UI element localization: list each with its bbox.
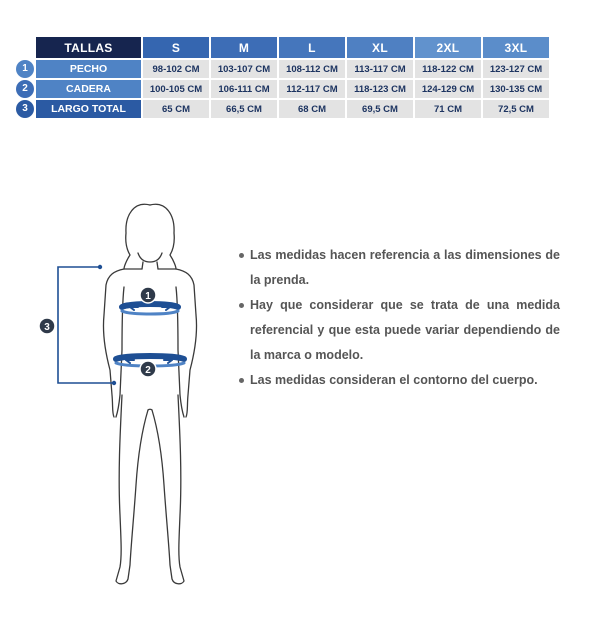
marker-1-badge xyxy=(140,287,156,303)
tallas-header: TALLAS xyxy=(36,37,141,58)
table-cell: 68 CM xyxy=(279,100,345,118)
size-header-l: L xyxy=(279,37,345,58)
svg-text:2: 2 xyxy=(145,365,151,376)
row-number-badge: 3 xyxy=(16,100,34,118)
size-header-3xl: 3XL xyxy=(483,37,549,58)
table-cell: 124-129 CM xyxy=(415,80,481,98)
row-number-badge: 2 xyxy=(16,80,34,98)
row-label-pecho xyxy=(22,60,141,78)
body-measurement-figure xyxy=(30,195,240,595)
table-row xyxy=(36,100,549,118)
measurement-notes xyxy=(238,243,560,393)
table-cell: 66,5 CM xyxy=(211,100,277,118)
size-header-row xyxy=(36,37,549,58)
size-chart-table xyxy=(22,35,551,120)
body-outline xyxy=(103,204,196,583)
size-header-s: S xyxy=(143,37,209,58)
table-cell: 108-112 CM xyxy=(279,60,345,78)
table-row xyxy=(36,80,549,98)
table-cell: 130-135 CM xyxy=(483,80,549,98)
table-cell: 72,5 CM xyxy=(483,100,549,118)
note-item: Las medidas consideran el contorno del cuerpo. xyxy=(238,368,560,393)
table-cell: 71 CM xyxy=(415,100,481,118)
table-cell: 103-107 CM xyxy=(211,60,277,78)
table-cell: 118-123 CM xyxy=(347,80,413,98)
table-cell: 69,5 CM xyxy=(347,100,413,118)
note-item: Hay que considerar que se trata de una medida referencial y que esta puede variar dependiendo de la marca o modelo. xyxy=(238,293,560,368)
table-cell: 106-111 CM xyxy=(211,80,277,98)
table-cell: 65 CM xyxy=(143,100,209,118)
table-cell: 118-122 CM xyxy=(415,60,481,78)
row-number-badge: 1 xyxy=(16,60,34,78)
table-cell: 123-127 CM xyxy=(483,60,549,78)
table-cell: 98-102 CM xyxy=(143,60,209,78)
row-label-text: LARGO TOTAL xyxy=(51,103,126,115)
size-header-m: M xyxy=(211,37,277,58)
table-cell: 112-117 CM xyxy=(279,80,345,98)
marker-3-badge xyxy=(39,318,55,334)
total-length-bracket xyxy=(58,265,116,385)
table-row xyxy=(36,60,549,78)
row-label-cadera xyxy=(22,80,141,98)
size-header-xl: XL xyxy=(347,37,413,58)
row-label-text: PECHO xyxy=(69,63,108,75)
svg-text:1: 1 xyxy=(145,291,151,302)
row-label-largo-total xyxy=(22,100,141,118)
chest-measure-band xyxy=(122,304,178,314)
table-cell: 113-117 CM xyxy=(347,60,413,78)
svg-text:3: 3 xyxy=(44,322,50,333)
size-header-2xl: 2XL xyxy=(415,37,481,58)
note-item: Las medidas hacen referencia a las dimensiones de la prenda. xyxy=(238,243,560,293)
row-label-text: CADERA xyxy=(66,83,111,95)
marker-2-badge xyxy=(140,361,156,377)
table-cell: 100-105 CM xyxy=(143,80,209,98)
